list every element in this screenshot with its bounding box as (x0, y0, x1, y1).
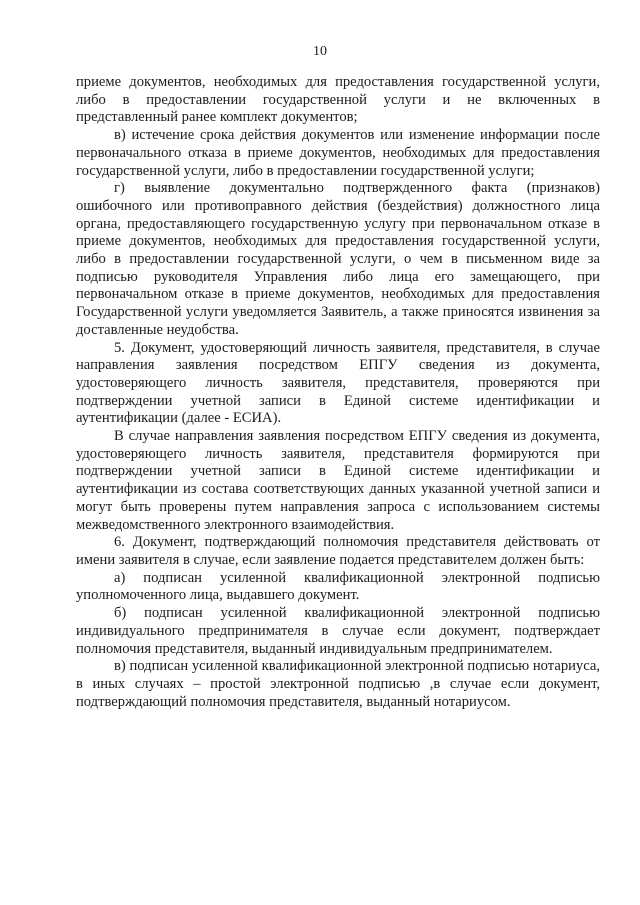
paragraph-continuation: приеме документов, необходимых для предоставления государственной услуги, либо в предоставлении государственной услуги и не включенных в представленный ранее комплект документов; (76, 74, 600, 126)
paragraph-item-g: г) выявление документально подтвержденного факта (признаков) ошибочного или противоправного действия (бездействия) должностного лица органа, предоставляющего государственную услугу при первоначальном отказе в приеме документов, необходимых для предоставления государственной услуги, либо в предоставлении государственной услуги, о чем в письменном виде за подписью руководителя Управления либо лица его замещающего, при первоначальном отказе в приеме документов, необходимых для предоставления Государственной услуги уведомляется Заявитель, а также приносятся извинения за доставленные неудобства. (76, 180, 600, 338)
paragraph-item-b: б) подписан усиленной квалификационной электронной подписью индивидуального предпринимателя в случае если документ, подтверждает полномочия представителя, выданный индивидуальным предпринимателем. (76, 605, 600, 657)
page-number: 10 (313, 44, 327, 59)
paragraph-section-6: 6. Документ, подтверждающий полномочия представителя действовать от имени заявителя в случае, если заявление подается представителем должен быть: (76, 534, 600, 568)
paragraph-item-a: а) подписан усиленной квалификационной электронной подписью уполномоченного лица, выдавшего документ. (76, 569, 600, 604)
paragraph-item-v: в) истечение срока действия документов или изменение информации после первоначального отказа в приеме документов, необходимых для предоставления государственной услуги, либо в предоставлении государственной услуги; (76, 127, 600, 179)
paragraph-section-5: 5. Документ, удостоверяющий личность заявителя, представителя, в случае направления заявления посредством ЕПГУ сведения из документа, удостоверяющего личность заявителя, представителя, проверяются при подтверждении учетной записи в Единой системе идентификации и аутентификации (далее - ЕСИА). (76, 339, 600, 427)
paragraph-epgu-case: В случае направления заявления посредством ЕПГУ сведения из документа, удостоверяющего личность заявителя, представителя формируются при подтверждении учетной записи в Единой системе идентификации и аутентификации из состава соответствующих данных указанной учетной записи и могут быть проверены путем направления запроса с использованием системы межведомственного электронного взаимодействия. (76, 428, 600, 533)
paragraph-item-v-notary: в) подписан усиленной квалификационной электронной подписью нотариуса, в иных случаях – простой электронной подписью ,в случае если документ, подтверждающий полномочия представителя, выданный нотариусом. (76, 658, 600, 710)
document-body (76, 74, 600, 711)
